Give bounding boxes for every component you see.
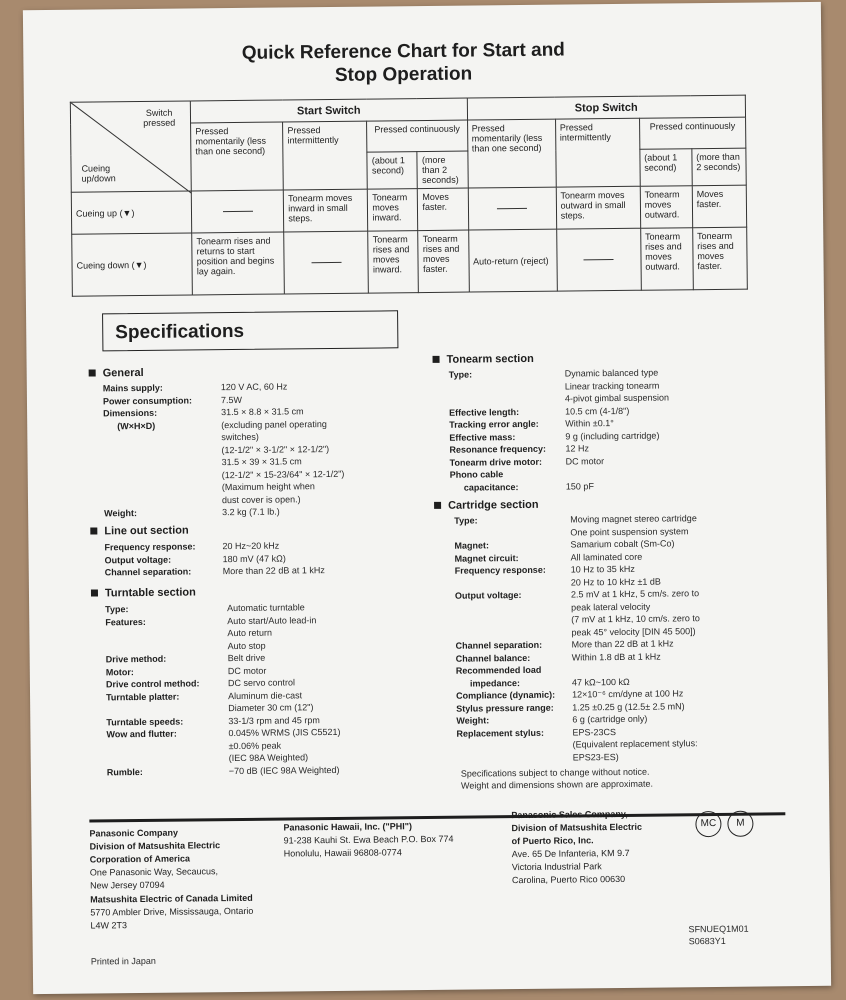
square-bullet-icon — [90, 527, 97, 534]
stop-switch-header: Stop Switch — [467, 95, 746, 120]
spec-key — [104, 456, 222, 470]
spec-value: 0.045% WRMS (JIS C5521) — [228, 726, 341, 739]
spec-value: More than 22 dB at 1 kHz — [222, 565, 325, 577]
mc-mark: MC — [695, 811, 721, 837]
spec-value: Within 1.8 dB at 1 kHz — [571, 651, 661, 662]
cell-empty — [468, 187, 557, 230]
dash-mark — [223, 211, 253, 212]
manual-page — [23, 2, 831, 994]
spec-value: Diameter 30 cm (12") — [228, 702, 314, 714]
spec-value: peak lateral velocity — [571, 601, 651, 612]
spec-key: impedance: — [469, 677, 521, 689]
spec-value: 4-pivot gimbal suspension — [564, 392, 670, 404]
cell-empty — [191, 190, 284, 233]
spec-value: (excluding panel operating — [221, 418, 327, 430]
cell-down-stop-about1: Tonearm rises and moves outward. — [640, 228, 693, 291]
cell-up-stop-intermittent: Tonearm moves outward in small steps. — [556, 186, 641, 229]
lineout-spec-list — [104, 538, 404, 579]
stop-about1-header: (about 1 second) — [640, 149, 692, 187]
spec-value: 6 g (cartridge only) — [572, 713, 648, 725]
m-mark: M — [727, 811, 753, 837]
spec-key: capacitance: — [463, 481, 519, 493]
spec-key — [454, 526, 570, 540]
spec-value: −70 dB (IEC 98A Weighted) — [228, 764, 340, 776]
cell-down-start-about1: Tonearm rises and moves inward. — [368, 231, 419, 294]
spec-value: dust cover is open.) — [221, 493, 301, 505]
dash-mark — [497, 208, 527, 209]
spec-value: Auto stop — [227, 640, 266, 651]
cell-empty — [556, 228, 641, 291]
dash-mark — [311, 262, 341, 263]
tonearm-section-title: Tonearm section — [432, 353, 533, 366]
spec-value: (12-1/2" × 15-23/64" × 12-1/2") — [221, 468, 345, 480]
cell-up-stop-more2: Moves faster. — [692, 185, 747, 228]
spec-row — [105, 563, 405, 579]
spec-row — [107, 763, 407, 779]
spec-key: Channel separation: — [455, 639, 543, 651]
spec-row — [450, 478, 750, 494]
stop-more2-header: (more than 2 seconds) — [692, 148, 747, 186]
spec-value: Aluminum die-cast — [228, 689, 303, 701]
square-bullet-icon — [433, 356, 440, 363]
spec-value: 12 Hz — [565, 443, 590, 454]
square-bullet-icon — [91, 589, 98, 596]
spec-key: Power consumption: — [102, 394, 193, 406]
start-momentary-header: Pressed momentarily (less than one second) — [191, 122, 284, 191]
stop-momentary-header: Pressed momentarily (less than one second) — [467, 119, 556, 188]
matsushita-canada-address: Matsushita Electric of Canada Limited 5770 Ambler Drive, Mississauga, Ontario L4W 2T3 — [90, 892, 254, 931]
spec-value: 33-1/3 rpm and 45 rpm — [228, 714, 320, 726]
spec-value: One point suspension system — [570, 525, 689, 538]
spec-key: Effective mass: — [449, 431, 516, 443]
spec-value: 150 pF — [565, 480, 594, 492]
spec-value: ±0.06% peak — [228, 740, 282, 751]
spec-value: DC motor — [227, 665, 267, 676]
turntable-section-title: Turntable section — [91, 586, 196, 599]
spec-value: (Equivalent replacement stylus: — [572, 738, 698, 750]
spec-value: 10.5 cm (4-1/8") — [565, 405, 630, 417]
spec-value: (7 mV at 1 kHz, 10 cm/s. zero to — [571, 613, 700, 625]
spec-key: Features: — [105, 616, 146, 627]
spec-value: Auto start/Auto lead-in — [227, 614, 317, 626]
spec-value: (Maximum height when — [221, 481, 315, 493]
spec-value: 1.25 ±0.25 g (12.5± 2.5 mN) — [572, 700, 685, 712]
spec-value: switches) — [221, 431, 259, 443]
specifications-heading: Specifications — [102, 310, 398, 351]
spec-key: Motor: — [105, 666, 134, 677]
spec-key — [455, 626, 571, 640]
spec-key — [457, 751, 573, 765]
spec-row — [457, 749, 757, 765]
spec-key: Magnet: — [454, 540, 490, 551]
general-spec-list — [103, 379, 404, 520]
spec-value: (IEC 98A Weighted) — [228, 752, 309, 764]
spec-key: Wow and flutter: — [106, 728, 177, 740]
cell-down-start-momentary: Tonearm rises and returns to start position and begins lay again. — [192, 232, 285, 295]
spec-value: Samarium cobalt (Sm-Co) — [570, 538, 675, 550]
spec-key — [449, 393, 565, 407]
spec-key — [103, 444, 221, 458]
spec-key — [455, 601, 571, 615]
spec-value: Moving magnet stereo cartridge — [570, 513, 697, 525]
spec-key: Compliance (dynamic): — [456, 689, 556, 701]
spec-key — [104, 494, 222, 508]
spec-value: Linear tracking tonearm — [564, 380, 660, 392]
spec-key: Replacement stylus: — [456, 727, 545, 739]
spec-key: Frequency response: — [454, 564, 546, 576]
spec-value: EPS-23CS — [572, 726, 617, 737]
row-cueing-up-label: Cueing up (▼) — [71, 191, 192, 234]
corner-bottom-label: Cueing up/down — [81, 163, 116, 184]
spec-value: DC motor — [565, 455, 605, 467]
spec-value: 120 V AC, 60 Hz — [220, 381, 288, 393]
spec-key: Type: — [454, 515, 478, 526]
start-intermittent-header: Pressed intermittently — [283, 121, 368, 190]
quick-reference-table — [70, 95, 748, 297]
spec-key: Drive control method: — [105, 678, 200, 690]
spec-value: Auto return — [227, 627, 272, 639]
panasonic-company-address: Panasonic Company Division of Matsushita Electric Corporation of America One Panasonic Way, Secaucus, New Jersey 07094 — [89, 827, 221, 891]
spec-value: Dynamic balanced type — [564, 367, 659, 379]
spec-value: 180 mV (47 kΩ) — [222, 552, 286, 564]
document-code: SFNUEQ1M01 S0683Y1 — [688, 923, 749, 947]
cartridge-section-title: Cartridge section — [434, 499, 539, 512]
spec-key: Dimensions: — [103, 407, 158, 419]
spec-value: 10 Hz to 35 kHz — [570, 563, 635, 575]
cell-down-stop-more2: Tonearm rises and moves faster. — [693, 227, 748, 290]
spec-key: Channel separation: — [104, 566, 192, 578]
spec-key: (W×H×D) — [117, 420, 156, 431]
lineout-section-title: Line out section — [90, 524, 188, 537]
spec-value: Within ±0.1° — [565, 418, 614, 429]
spec-value: 20 Hz~20 kHz — [222, 540, 280, 552]
spec-key — [103, 431, 221, 445]
turntable-spec-list — [105, 600, 407, 778]
cell-down-start-more2: Tonearm rises and moves faster. — [418, 230, 469, 293]
spec-value: More than 22 dB at 1 kHz — [571, 638, 674, 650]
spec-value: (12-1/2" × 3-1/2" × 12-1/2") — [221, 443, 330, 455]
spec-value: peak 45° velocity [DIN 45 500]) — [571, 625, 696, 637]
cell-down-stop-momentary: Auto-return (reject) — [468, 229, 557, 292]
stop-continuous-header: Pressed continuously — [639, 117, 746, 149]
spec-key: Turntable speeds: — [106, 716, 184, 727]
spec-value: 7.5W — [220, 394, 243, 405]
spec-key: Mains supply: — [102, 382, 163, 394]
spec-value: 31.5 × 39 × 31.5 cm — [221, 456, 302, 468]
spec-key: Tonearm drive motor: — [449, 456, 543, 468]
cartridge-spec-list — [454, 512, 757, 765]
spec-key: Type: — [448, 369, 473, 380]
spec-key: Recommended load — [455, 664, 542, 676]
spec-value: All laminated core — [570, 551, 643, 562]
start-about1-header: (about 1 second) — [367, 152, 417, 190]
spec-key: Magnet circuit: — [454, 552, 519, 564]
spec-key: Tracking error angle: — [449, 418, 539, 430]
spec-key — [455, 613, 571, 627]
spec-key — [104, 481, 222, 495]
panasonic-hawaii-address: Panasonic Hawaii, Inc. ("PHI") 91-238 Kauhi St. Ewa Beach P.O. Box 774 Honolulu, Hawaii 96808-0774 — [283, 821, 454, 859]
spec-value: 2.5 mV at 1 kHz, 5 cm/s. zero to — [570, 588, 700, 600]
cell-up-stop-about1: Tonearm moves outward. — [640, 186, 692, 229]
spec-key — [104, 469, 222, 483]
square-bullet-icon — [89, 369, 96, 376]
square-bullet-icon — [434, 502, 441, 509]
spec-key: Output voltage: — [454, 590, 522, 601]
spec-value: EPS23-ES) — [572, 751, 619, 762]
spec-key: Weight: — [104, 508, 138, 519]
printed-in-japan: Printed in Japan — [90, 955, 156, 967]
page-title: Quick Reference Chart for Start and Stop Operation — [241, 39, 565, 86]
spec-key: Weight: — [456, 715, 490, 726]
spec-key: Output voltage: — [104, 554, 172, 565]
spec-row — [104, 504, 404, 520]
tonearm-spec-list — [449, 366, 750, 494]
cell-up-start-more2: Moves faster. — [418, 188, 468, 231]
general-section-title: General — [89, 367, 144, 380]
specifications-note: Specifications subject to change without notice. Weight and dimensions shown are approximate. — [460, 766, 654, 791]
spec-key: Resonance frequency: — [449, 443, 547, 455]
spec-key: Turntable platter: — [106, 691, 180, 702]
spec-key: Effective length: — [449, 406, 520, 418]
spec-key: Type: — [105, 604, 129, 615]
spec-key: Rumble: — [106, 766, 143, 777]
spec-value: 12×10⁻⁶ cm/dyne at 100 Hz — [572, 688, 684, 700]
spec-value: Belt drive — [227, 652, 266, 664]
spec-value: 3.2 kg (7.1 lb.) — [222, 506, 280, 518]
start-more2-header: (more than 2 seconds) — [417, 151, 467, 189]
spec-value: 9 g (including cartridge) — [565, 430, 660, 442]
row-cueing-down-label: Cueing down (▼) — [72, 233, 193, 296]
spec-key — [457, 738, 573, 752]
start-continuous-header: Pressed continuously — [367, 120, 467, 152]
corner-top-label: Switch pressed — [143, 107, 176, 128]
spec-key: Channel balance: — [455, 652, 531, 664]
panasonic-sales-address: Panasonic Sales Company, Division of Matsushita Electric of Puerto Rico, Inc. Ave. 65 De Infanteria, KM 9.7 Victoria Industrial Park Carolina, Puerto Rico 00630 — [511, 808, 643, 886]
spec-key: Phono cable — [449, 469, 504, 480]
cell-empty — [284, 231, 369, 294]
spec-key — [455, 576, 571, 590]
cell-up-start-intermittent: Tonearm moves inward in small steps. — [284, 189, 369, 232]
spec-key: Stylus pressure range: — [456, 702, 554, 714]
spec-key: Frequency response: — [104, 541, 196, 553]
spec-key — [449, 380, 565, 394]
spec-value: Automatic turntable — [227, 602, 305, 614]
start-switch-header: Start Switch — [191, 98, 468, 123]
spec-value: 47 kΩ~100 kΩ — [571, 676, 630, 687]
spec-value: 31.5 × 8.8 × 31.5 cm — [221, 406, 304, 418]
spec-value: DC servo control — [227, 677, 296, 689]
cell-up-start-about1: Tonearm moves inward. — [368, 189, 418, 232]
stop-intermittent-header: Pressed intermittently — [555, 118, 640, 187]
spec-key: Drive method: — [105, 653, 167, 665]
spec-value: 20 Hz to 10 kHz ±1 dB — [570, 576, 661, 587]
table-corner-cell — [70, 101, 191, 192]
dash-mark — [584, 259, 614, 260]
